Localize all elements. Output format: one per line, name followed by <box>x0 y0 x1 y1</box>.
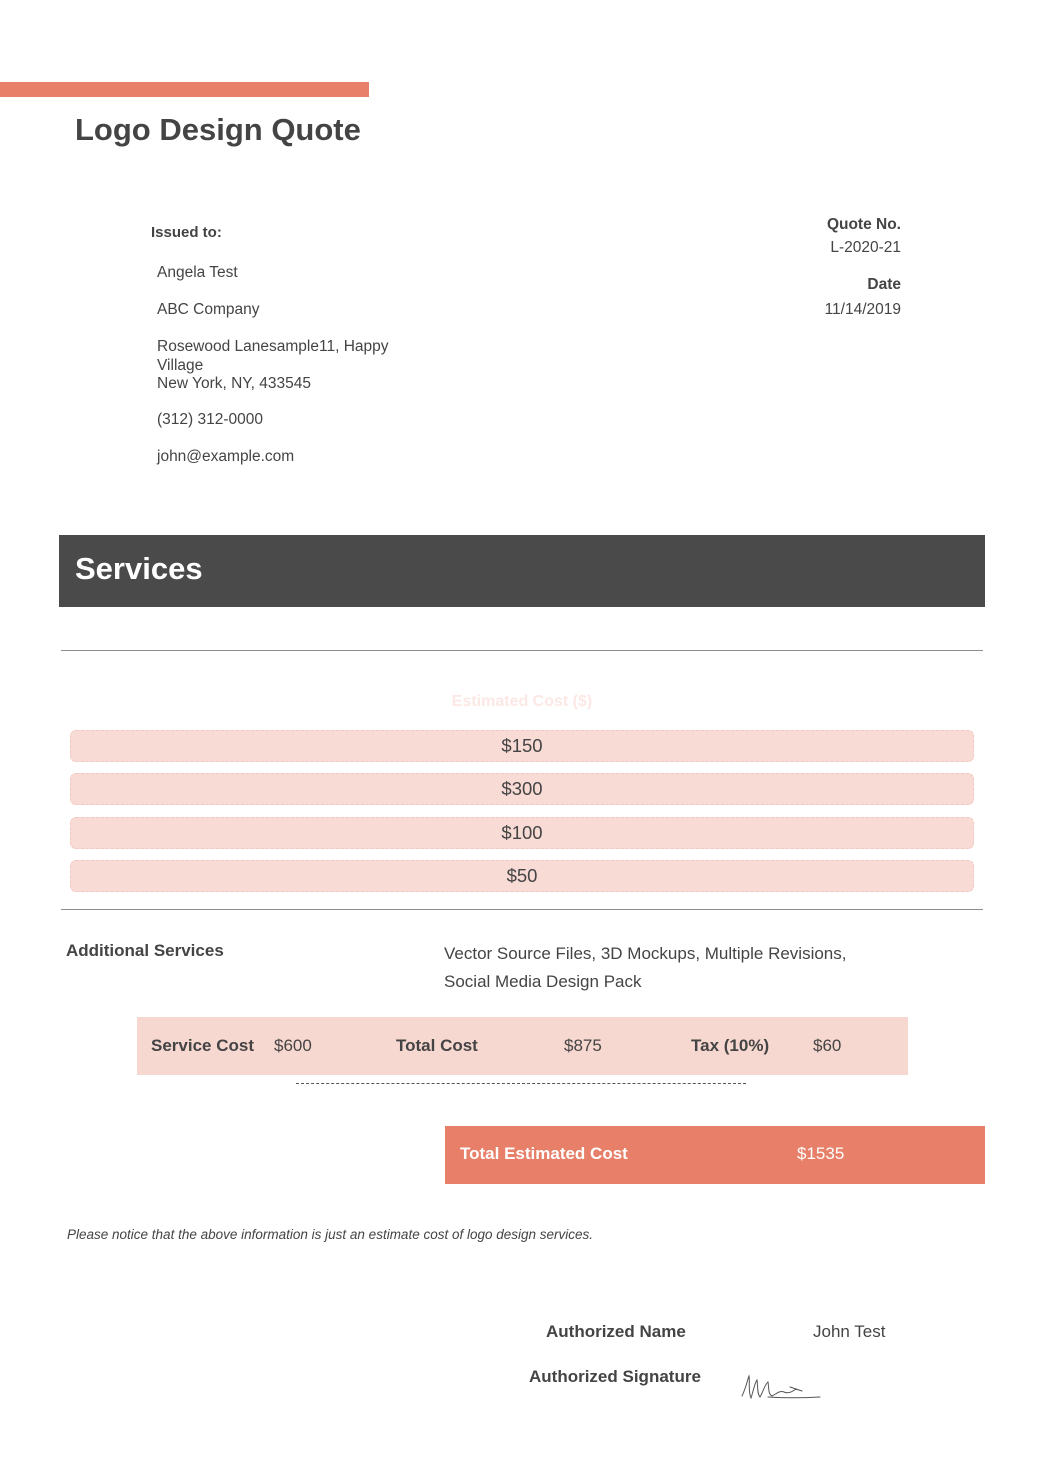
authorized-signature-label: Authorized Signature <box>529 1367 701 1386</box>
services-divider-bottom <box>61 909 983 910</box>
dashed-divider <box>296 1083 746 1084</box>
total-estimated-cost-label: Total Estimated Cost <box>460 1144 628 1163</box>
service-cost-label: Service Cost <box>151 1036 254 1055</box>
tax-value: $60 <box>813 1036 842 1055</box>
cost-row: $50 <box>70 860 974 892</box>
signature-image <box>738 1370 822 1404</box>
authorized-name-value: John Test <box>813 1322 886 1341</box>
client-address-line2: New York, NY, 433545 <box>157 375 311 392</box>
additional-services-value: Vector Source Files, 3D Mockups, Multiple Revisions, Social Media Design Pack <box>444 944 847 991</box>
cost-row: $150 <box>70 730 974 762</box>
total-cost-label: Total Cost <box>396 1036 478 1055</box>
client-company: ABC Company <box>157 301 260 318</box>
cost-row: $300 <box>70 773 974 805</box>
quote-date-label: Date <box>867 276 901 293</box>
total-estimated-cost-value: $1535 <box>797 1144 845 1163</box>
tax-label: Tax (10%) <box>691 1036 770 1055</box>
authorized-name-label: Authorized Name <box>546 1322 686 1341</box>
accent-bar <box>0 82 369 97</box>
quote-number-label: Quote No. <box>826 216 901 233</box>
additional-services-label: Additional Services <box>66 941 224 960</box>
total-estimated-cost <box>445 1126 985 1184</box>
client-email: john@example.com <box>157 448 295 465</box>
issued-to-label: Issued to: <box>151 224 222 241</box>
cost-row: $100 <box>70 817 974 849</box>
quote-number: L-2020-21 <box>830 239 901 256</box>
services-title: Services <box>75 551 203 586</box>
estimated-cost-header: Estimated Cost ($) <box>451 693 593 710</box>
estimate-notice: Please notice that the above information is just an estimate cost of logo design services. <box>67 1227 594 1242</box>
services-header <box>59 535 985 607</box>
service-cost-value: $600 <box>274 1036 312 1055</box>
quote-date: 11/14/2019 <box>824 301 901 318</box>
cost-summary <box>137 1017 908 1075</box>
client-phone: (312) 312-0000 <box>157 411 263 428</box>
client-name: Angela Test <box>157 264 238 281</box>
page-title: Logo Design Quote <box>75 112 361 147</box>
total-cost-value: $875 <box>564 1036 602 1055</box>
services-divider-top <box>61 650 983 651</box>
client-address-line1: Rosewood Lanesample11, Happy Village <box>157 338 389 374</box>
